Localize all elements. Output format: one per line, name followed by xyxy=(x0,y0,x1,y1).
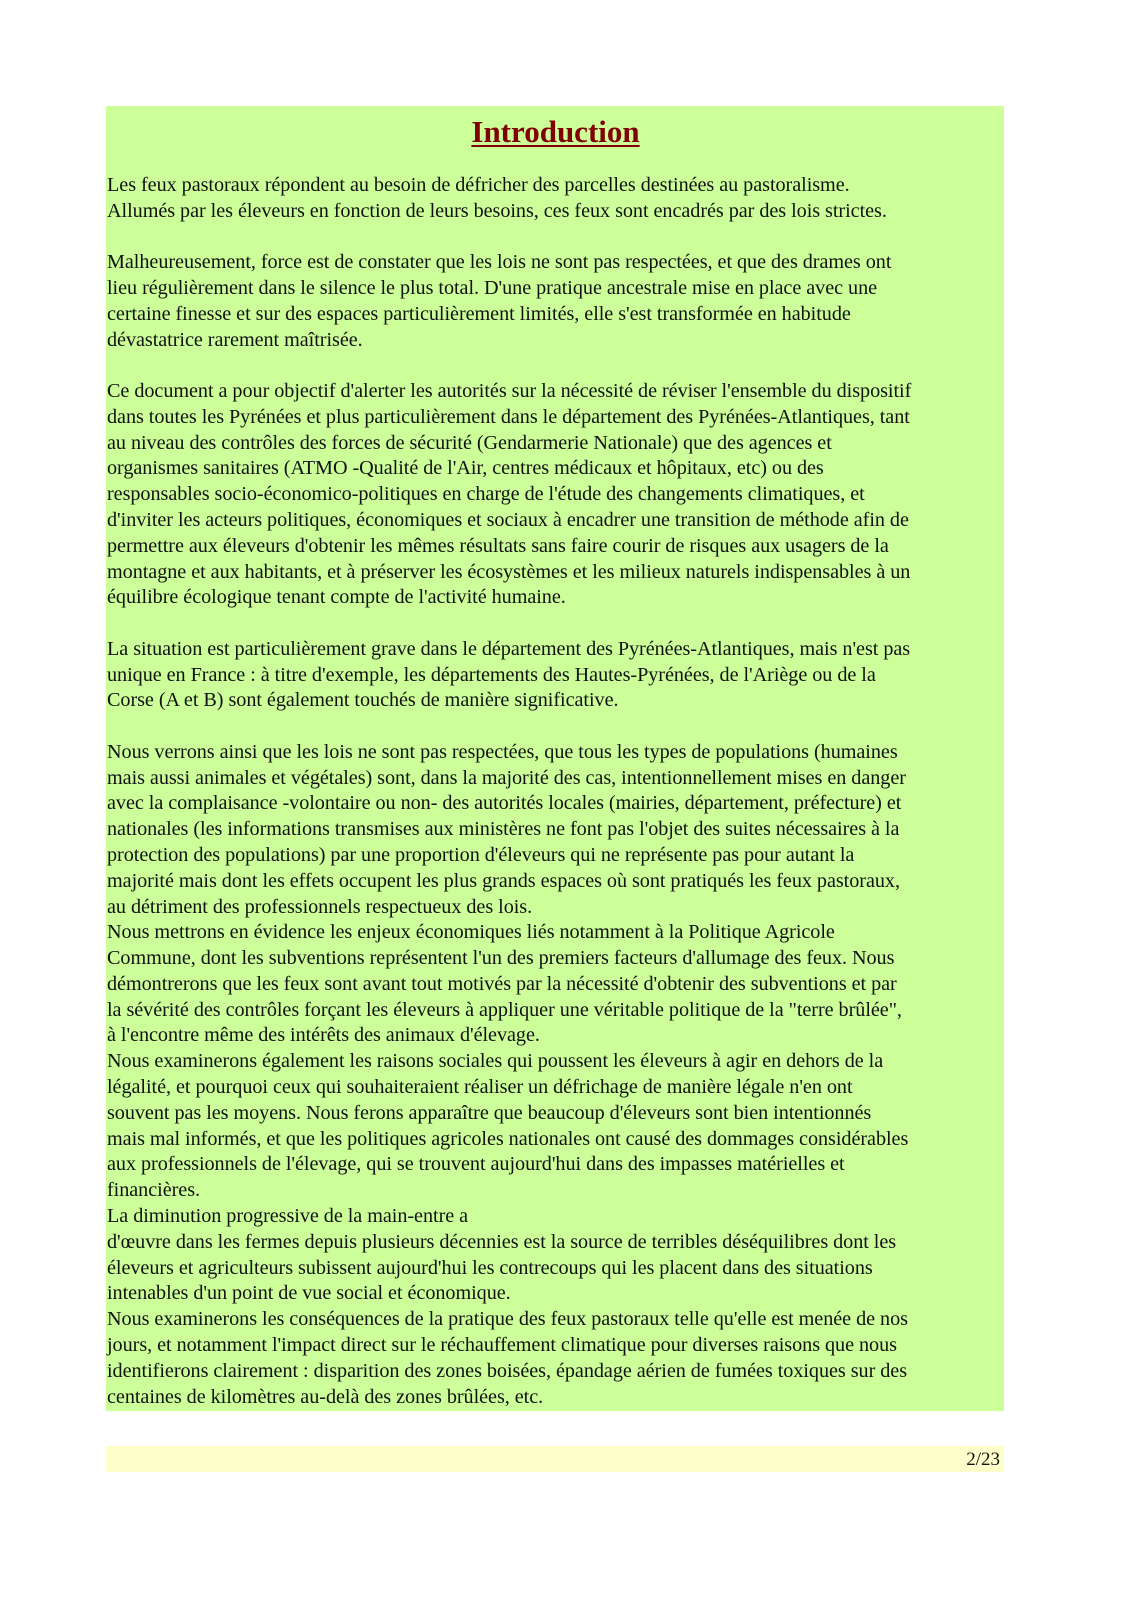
text-line: équilibre écologique tenant compte de l'activité humaine. xyxy=(107,586,566,609)
text-line: La diminution progressive de la main-entre a xyxy=(107,1205,469,1228)
text-line: dans toutes les Pyrénées et plus particulièrement dans le département des Pyrénées-Atlantiques, tant xyxy=(107,405,910,428)
text-line: nationales (les informations transmises aux ministères ne font pas l'objet des suites nécessaires à la xyxy=(107,818,900,841)
paragraph xyxy=(107,920,1004,1049)
text-line: lieu régulièrement dans le silence le plus total. D'une pratique ancestrale mise en place avec une xyxy=(107,276,878,299)
text-line: majorité mais dont les effets occupent les plus grands espaces où sont pratiqués les feux pastoraux, xyxy=(107,869,900,892)
text-line: Nous verrons ainsi que les lois ne sont pas respectées, que tous les types de populations (humaines xyxy=(107,740,898,763)
text-line: Ce document a pour objectif d'alerter les autorités sur la nécessité de réviser l'ensemble du dispositif xyxy=(107,379,912,402)
text-line: Corse (A et B) sont également touchés de manière significative. xyxy=(107,689,619,712)
text-line: certaine finesse et sur des espaces particulièrement limités, elle s'est transformée en habitude xyxy=(107,302,851,325)
text-line: au détriment des professionnels respectueux des lois. xyxy=(107,895,533,918)
text-line: avec la complaisance -volontaire ou non- des autorités locales (mairies, département, préfecture) et xyxy=(107,792,902,815)
page-counter: 2/23 xyxy=(966,1449,1000,1470)
text-line: Malheureusement, force est de constater que les lois ne sont pas respectées, et que des drames ont xyxy=(107,251,892,274)
text-line: la sévérité des contrôles forçant les éleveurs à appliquer une véritable politique de la "terre brûlée", xyxy=(107,998,902,1021)
text-line: Nous examinerons également les raisons sociales qui poussent les éleveurs à agir en dehors de la xyxy=(107,1050,884,1073)
text-line: d'inviter les acteurs politiques, économiques et sociaux à encadrer une transition de méthode afin de xyxy=(107,508,909,531)
page-title: Introduction xyxy=(471,114,640,149)
text-line: à l'encontre même des intérêts des animaux d'élevage. xyxy=(107,1024,540,1047)
text-line: aux professionnels de l'élevage, qui se trouvent aujourd'hui dans des impasses matérielles et xyxy=(107,1153,845,1176)
text-line: souvent pas les moyens. Nous ferons apparaître que beaucoup d'éleveurs sont bien intentionnés xyxy=(107,1101,872,1124)
text-line: d'œuvre dans les fermes depuis plusieurs décennies est la source de terribles déséquilibres dont les xyxy=(107,1230,897,1253)
text-line: Allumés par les éleveurs en fonction de leurs besoins, ces feux sont encadrés par des lois strictes. xyxy=(107,199,887,222)
text-line: centaines de kilomètres au-delà des zones brûlées, etc. xyxy=(107,1385,544,1408)
paragraph xyxy=(107,740,1004,921)
text-line: légalité, et pourquoi ceux qui souhaiteraient réaliser un défrichage de manière légale n'en ont xyxy=(107,1076,853,1099)
text-line: Nous examinerons les conséquences de la pratique des feux pastoraux telle qu'elle est menée de nos xyxy=(107,1308,908,1331)
content-block xyxy=(106,106,1004,1411)
text-line: Nous mettrons en évidence les enjeux économiques liés notamment à la Politique Agricole xyxy=(107,921,835,944)
body-text xyxy=(107,173,1004,1410)
text-line: montagne et aux habitants, et à préserver les écosystèmes et les milieux naturels indispensables à un xyxy=(107,560,911,583)
paragraph xyxy=(107,1049,1004,1204)
text-line: Les feux pastoraux répondent au besoin de défricher des parcelles destinées au pastoralisme. xyxy=(107,174,850,196)
text-line: au niveau des contrôles des forces de sécurité (Gendarmerie Nationale) que des agences et xyxy=(107,431,832,454)
paragraph xyxy=(107,379,1004,611)
text-line: responsables socio-économico-politiques en charge de l'étude des changements climatiques, et xyxy=(107,483,865,506)
text-line: dévastatrice rarement maîtrisée. xyxy=(107,328,363,351)
paragraph xyxy=(107,1307,1004,1410)
paragraph xyxy=(107,1204,1004,1307)
text-line: organismes sanitaires (ATMO -Qualité de l'Air, centres médicaux et hôpitaux, etc) ou des xyxy=(107,457,824,480)
text-line: mais aussi animales et végétales) sont, dans la majorité des cas, intentionnellement mises en danger xyxy=(107,766,906,789)
text-line: financières. xyxy=(107,1179,200,1202)
text-line: jours, et notamment l'impact direct sur le réchauffement climatique pour diverses raisons que nous xyxy=(107,1334,897,1357)
text-line: mais mal informés, et que les politiques agricoles nationales ont causé des dommages considérables xyxy=(107,1127,909,1150)
text-line: intenables d'un point de vue social et économique. xyxy=(107,1282,511,1305)
footer-band xyxy=(106,1446,1004,1472)
paragraph xyxy=(107,173,1004,225)
paragraph xyxy=(107,637,1004,714)
text-line: éleveurs et agriculteurs subissent aujourd'hui les contrecoups qui les placent dans des situations xyxy=(107,1256,873,1279)
text-line: identifierons clairement : disparition des zones boisées, épandage aérien de fumées toxiques sur des xyxy=(107,1359,907,1382)
text-line: La situation est particulièrement grave dans le département des Pyrénées-Atlantiques, mais n'est pas xyxy=(107,637,911,660)
text-line: protection des populations) par une proportion d'éleveurs qui ne représente pas pour autant la xyxy=(107,843,855,866)
text-line: unique en France : à titre d'exemple, les départements des Hautes-Pyrénées, de l'Ariège ou de la xyxy=(107,663,876,686)
text-line: Commune, dont les subventions représentent l'un des premiers facteurs d'allumage des feux. Nous xyxy=(107,947,895,970)
text-line: démontrerons que les feux sont avant tout motivés par la nécessité d'obtenir des subventions et par xyxy=(107,972,897,995)
text-line: permettre aux éleveurs d'obtenir les mêmes résultats sans faire courir de risques aux usagers de la xyxy=(107,534,889,557)
paragraph xyxy=(107,250,1004,353)
